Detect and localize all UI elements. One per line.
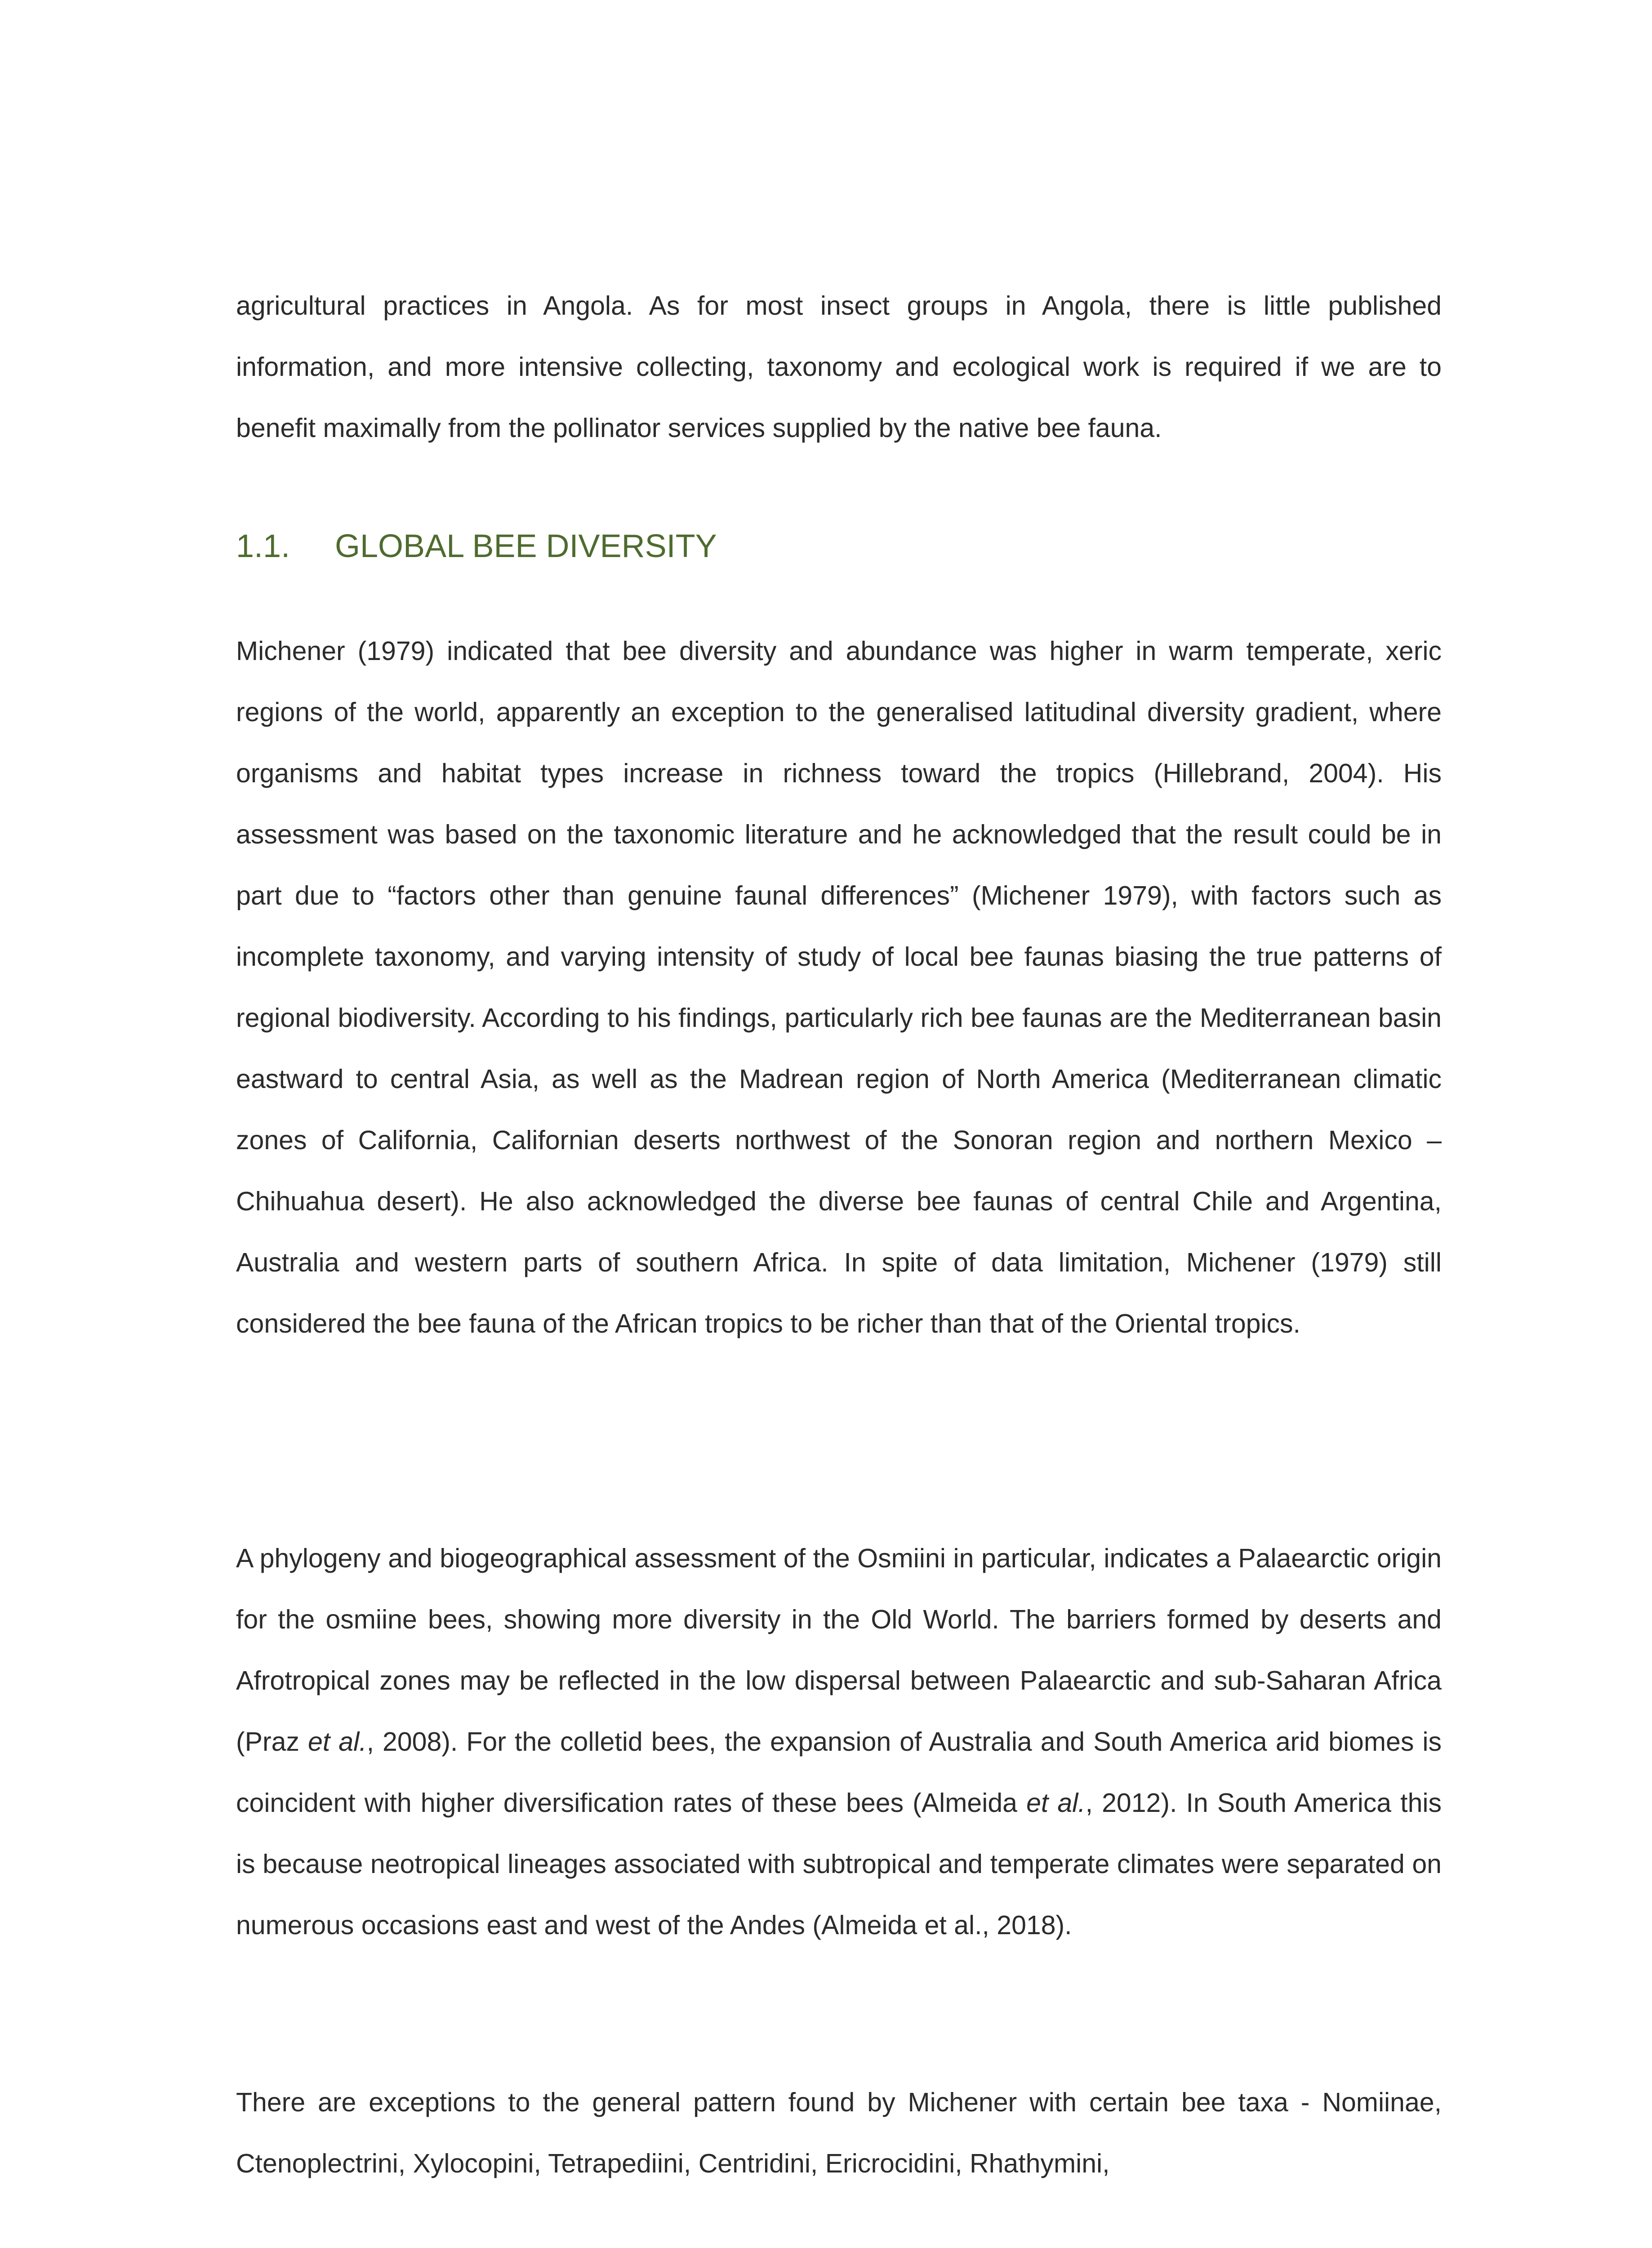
paragraph-2-italic-1: et al. (308, 1727, 367, 1757)
paragraph-2-part-1: A phylogeny and biogeographical assessment of the Osmiini in particular, indicates a Palaearctic origin for the osmiine bees, showing more diversity in the Old World. The barriers formed by deserts and Afrotropical zones may be reflected in the low dispersal between Palaearctic and sub-Saharan Africa (Praz (236, 1543, 1442, 1757)
intro-paragraph-text: agricultural practices in Angola. As for most insect groups in Angola, there is little published information, and more intensive collecting, taxonomy and ecological work is required if we are to benefit maximally from the pollinator services supplied by the native bee fauna. (236, 291, 1442, 443)
intro-paragraph (236, 275, 1442, 459)
paragraph-3 (236, 2072, 1442, 2194)
paragraph-3-text: There are exceptions to the general pattern found by Michener with certain bee taxa - Nomiinae, Ctenoplectrini, Xylocopini, Tetrapediini, Centridini, Ericrocidini, Rhathymini, (236, 2087, 1442, 2178)
section-heading (236, 524, 717, 569)
section-title: GLOBAL BEE DIVERSITY (335, 528, 717, 564)
paragraph-2-part-2: , 2008). For the colletid bees, the expansion of Australia and South America arid biomes is coincident with higher diversification rates of these bees (Almeida (236, 1727, 1442, 1818)
paragraph-1-text: Michener (1979) indicated that bee diversity and abundance was higher in warm temperate, xeric regions of the world, apparently an exception to the generalised latitudinal diversity gradient, where organisms and habitat types increase in richness toward the tropics (Hillebrand, 2004). His assessment was based on the taxonomic literature and he acknowledged that the result could be in part due to “factors other than genuine faunal differences” (Michener 1979), with factors such as incomplete taxonomy, and varying intensity of study of local bee faunas biasing the true patterns of regional biodiversity. According to his findings, particularly rich bee faunas are the Mediterranean basin eastward to central Asia, as well as the Madrean region of North America (Mediterranean climatic zones of California, Californian deserts northwest of the Sonoran region and northern Mexico – Chihuahua desert). He also acknowledged the diverse bee faunas of central Chile and Argentina, Australia and western parts of southern Africa. In spite of data limitation, Michener (1979) still considered the bee fauna of the African tropics to be richer than that of the Oriental tropics. (236, 636, 1442, 1338)
paragraph-2 (236, 1528, 1442, 1956)
paragraph-1 (236, 620, 1442, 1354)
paragraph-2-italic-2: et al. (1026, 1788, 1086, 1818)
section-number: 1.1. (236, 528, 290, 564)
paragraph-2-text (236, 1528, 1442, 1956)
paragraph-2-part-3: , 2012). In South America this is because neotropical lineages associated with subtropical and temperate climates were separated on numerous occasions east and west of the Andes (Almeida et al., 2018). (236, 1788, 1442, 1940)
